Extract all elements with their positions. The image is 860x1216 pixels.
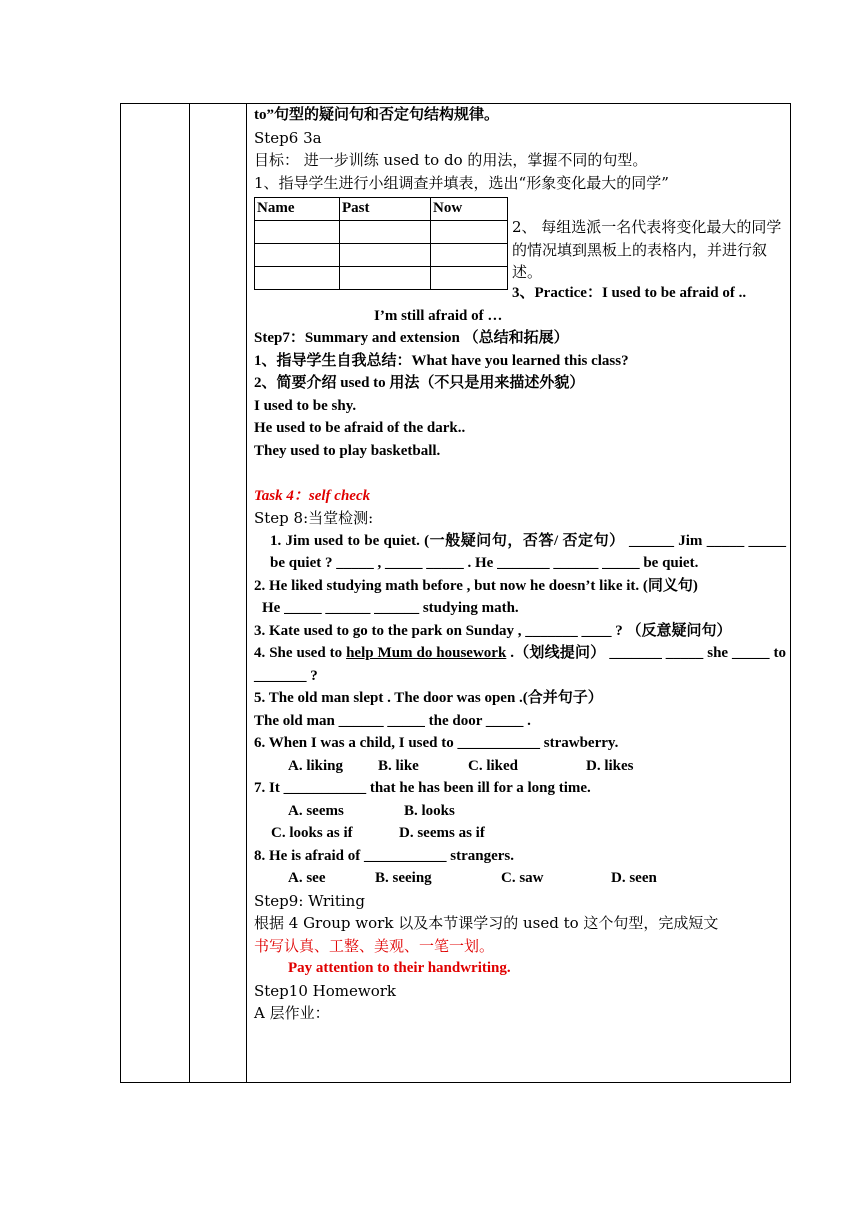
option-c: C. looks as if	[271, 825, 353, 841]
survey-section	[254, 194, 786, 292]
text-line: to”句型的疑问句和否定句结构规律。	[254, 107, 499, 123]
option-b: B. looks	[404, 802, 455, 819]
table-row	[255, 244, 508, 267]
table-row	[255, 267, 508, 290]
option-d: D. seen	[611, 870, 657, 886]
question-5: 5. The old man slept . The door was open .(合并句子）	[254, 690, 603, 706]
step9-instruction: 根据 4 Group work 以及本节课学习的 used to 这个句型，完成短文	[254, 914, 719, 932]
option-b: B. like	[378, 757, 419, 774]
option-a: A. seems	[288, 802, 344, 819]
option-a: A. liking	[288, 757, 344, 774]
step9-red-note-en: Pay attention to their handwriting.	[288, 960, 511, 976]
step6-heading: Step6 3a	[254, 128, 322, 147]
question-7: 7. It ___________ that he has been ill for a long time.	[254, 780, 591, 796]
survey-header-past: Past	[340, 198, 431, 221]
example-1: I used to be shy.	[254, 397, 357, 414]
option-c: C. saw	[501, 870, 544, 886]
survey-table	[254, 197, 508, 290]
lesson-table	[120, 103, 791, 1083]
practice-line-2: I’m still afraid of …	[374, 307, 503, 324]
lesson-content-cell	[254, 104, 786, 1025]
column-divider-2	[246, 104, 247, 1082]
question-6: 6. When I was a child, I used to ___________ strawberry.	[254, 735, 619, 751]
option-d: D. seems as if	[399, 825, 485, 841]
question-7-options-b	[254, 822, 786, 845]
step7-heading: Step7：Summary and extension （总结和拓展）	[254, 330, 569, 346]
table-row	[255, 221, 508, 244]
option-d: D. likes	[586, 757, 634, 774]
step7-item-2: 2、简要介绍 used to 用法（不只是用来描述外貌）	[254, 375, 585, 391]
step9-red-note: 书写认真、工整、美观、一笔一划。	[254, 936, 495, 955]
option-b: B. seeing	[375, 870, 432, 886]
step7-item-1: 1、指导学生自我总结：What have you learned this class?	[254, 352, 629, 369]
question-5-answer: The old man ______ _____ the door _____ .	[254, 712, 531, 729]
example-2: He used to be afraid of the dark..	[254, 420, 466, 436]
survey-header-now: Now	[431, 198, 508, 221]
question-2-answer: He _____ ______ ______ studying math.	[262, 600, 519, 616]
step6-item-3: 3、Practice：I used to be afraid of ..	[512, 285, 747, 301]
option-c: C. liked	[468, 757, 519, 774]
survey-header-name: Name	[255, 198, 340, 221]
option-a: A. see	[288, 870, 326, 886]
underlined-phrase: help Mum do housework	[346, 645, 507, 661]
question-3: 3. Kate used to go to the park on Sunday , _______ ____ ? （反意疑问句）	[254, 622, 732, 639]
step6-item-2: 2、 每组选派一名代表将变化最大的同学的情况填到黑板上的表格内，并进行叙述。	[512, 218, 782, 281]
task4-heading: Task 4：self check	[254, 487, 371, 504]
example-3: They used to play basketball.	[254, 442, 441, 459]
question-8: 8. He is afraid of ___________ strangers.	[254, 847, 514, 864]
question-8-options	[254, 867, 786, 890]
question-7-options-a	[254, 800, 786, 823]
homework-level-a: A 层作业：	[254, 1004, 330, 1022]
step10-heading: Step10 Homework	[254, 981, 396, 1000]
step6-item-1: 1、指导学生进行小组调查并填表，选出“形象变化最大的同学”	[254, 173, 669, 192]
question-2: 2. He liked studying math before , but now he doesn’t like it. (同义句)	[254, 577, 698, 594]
question-1: 1. Jim used to be quiet. (一般疑问句，否答/ 否定句） ______ Jim _____ _____ be quiet ? _____ , _____ _____ . He _______ ______ _____ be quiet.	[270, 532, 786, 571]
step6-goal: 目标： 进一步训练 used to do 的用法，掌握不同的句型。	[254, 151, 648, 169]
question-4: 4. She used to help Mum do housework .（划线提问） _______ _____ she _____ to _______ ?	[254, 645, 786, 684]
column-divider-1	[189, 104, 190, 1082]
question-6-options	[254, 755, 786, 778]
step9-heading: Step9: Writing	[254, 891, 365, 910]
step8-heading: Step 8:当堂检测:	[254, 509, 374, 527]
